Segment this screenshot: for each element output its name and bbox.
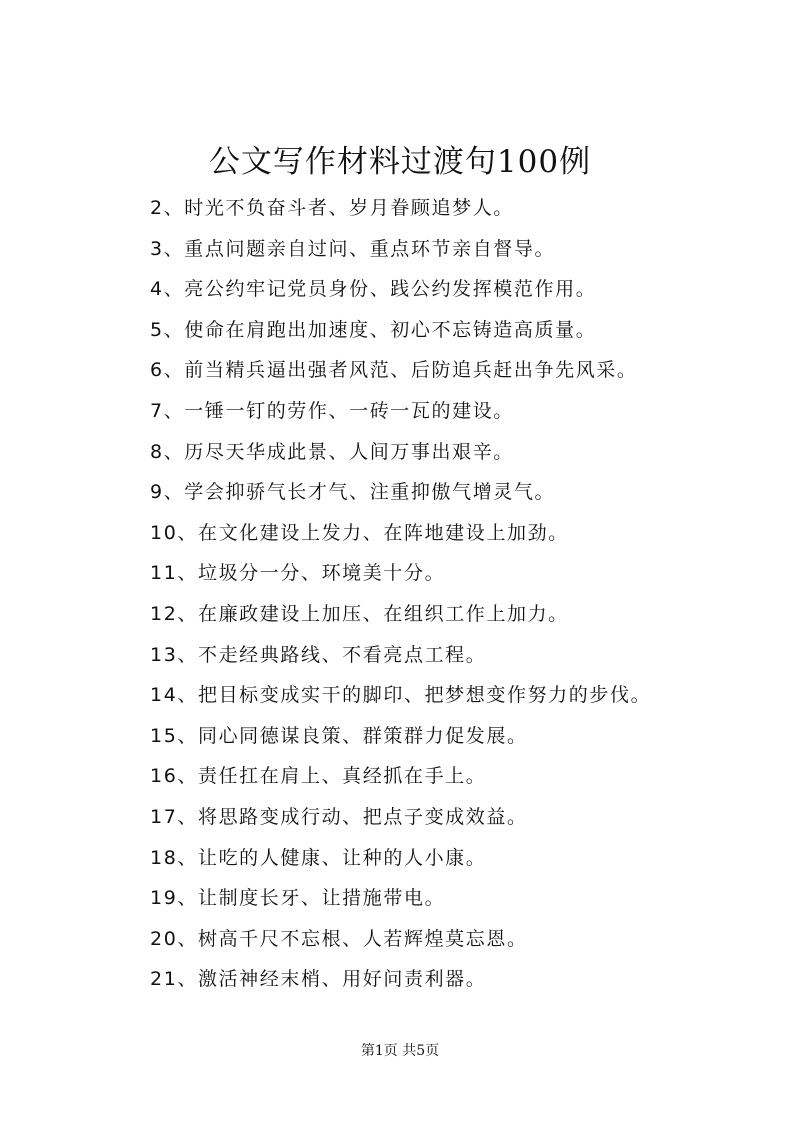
list-item: 5、使命在肩跑出加速度、初心不忘铸造高质量。 bbox=[150, 318, 597, 341]
list-item: 11、垃圾分一分、环境美十分。 bbox=[150, 562, 446, 585]
list-item: 8、历尽天华成此景、人间万事出艰辛。 bbox=[150, 440, 514, 463]
list-item: 10、在文化建设上发力、在阵地建设上加劲。 bbox=[150, 521, 569, 544]
list-item: 15、同心同德谋良策、群策群力促发展。 bbox=[150, 724, 528, 747]
list-item: 4、亮公约牢记党员身份、践公约发挥模范作用。 bbox=[150, 278, 597, 301]
list-item: 21、激活神经末梢、用好问责利器。 bbox=[150, 968, 487, 991]
list-item: 18、让吃的人健康、让种的人小康。 bbox=[150, 846, 487, 869]
list-item: 20、树高千尺不忘根、人若辉煌莫忘恩。 bbox=[150, 927, 528, 950]
sentence-list bbox=[150, 188, 770, 1000]
list-item: 12、在廉政建设上加压、在组织工作上加力。 bbox=[150, 602, 569, 625]
list-item: 19、让制度长牙、让措施带电。 bbox=[150, 887, 446, 910]
list-item: 7、一锤一钉的劳作、一砖一瓦的建设。 bbox=[150, 399, 514, 422]
list-item: 16、责任扛在肩上、真经抓在手上。 bbox=[150, 765, 487, 788]
list-item: 2、时光不负奋斗者、岁月眷顾追梦人。 bbox=[150, 197, 514, 219]
list-item: 17、将思路变成行动、把点子变成效益。 bbox=[150, 805, 528, 828]
list-item: 9、学会抑骄气长才气、注重抑傲气增灵气。 bbox=[150, 481, 556, 504]
page-footer: 第1页 共5页 bbox=[360, 1043, 440, 1059]
list-item: 13、不走经典路线、不看亮点工程。 bbox=[150, 643, 487, 666]
list-item: 3、重点问题亲自过问、重点环节亲自督导。 bbox=[150, 237, 556, 260]
list-item: 6、前当精兵逼出强者风范、后防追兵赶出争先风采。 bbox=[150, 359, 638, 382]
list-item: 14、把目标变成实干的脚印、把梦想变作努力的步伐。 bbox=[150, 684, 652, 707]
document-title: 公文写作材料过渡句100例 bbox=[208, 144, 592, 180]
